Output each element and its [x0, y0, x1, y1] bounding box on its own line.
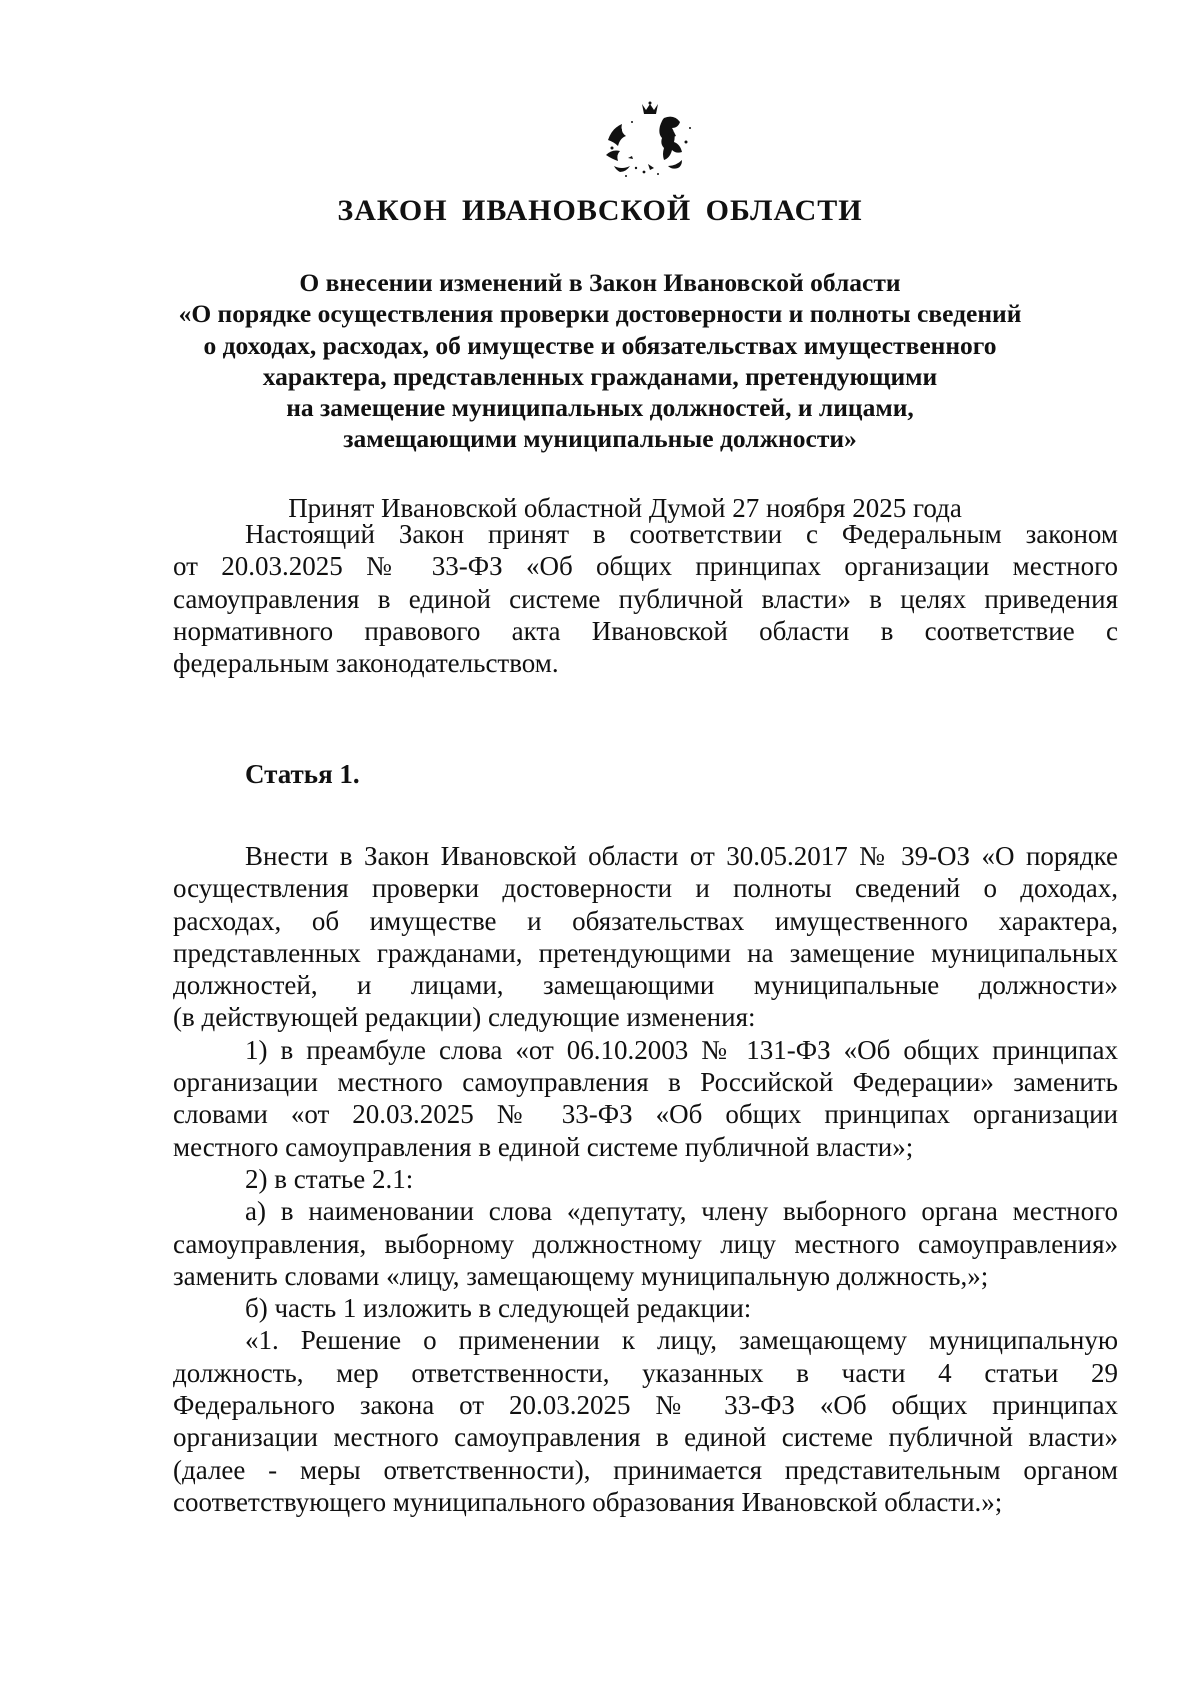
preamble-line: самоуправления в единой системе публичной власти» в целях приведения [173, 583, 1118, 614]
article-line: представленных гражданами, претендующими на замещение муниципальных [173, 937, 1118, 968]
law-title-line: замещающими муниципальные должности» [343, 424, 857, 454]
law-title [150, 267, 1050, 455]
law-title-line: О внесении изменений в Закон Ивановской области [299, 268, 901, 297]
article-line: организации местного самоуправления в единой системе публичной власти» [173, 1422, 1118, 1453]
preamble-line: от 20.03.2025 № 33-ФЗ «Об общих принципах организации местного [173, 551, 1118, 582]
article-line: 2) в статье 2.1: [245, 1163, 414, 1194]
article-line: б) часть 1 изложить в следующей редакции: [245, 1293, 752, 1324]
coat-of-arms-emblem [598, 100, 708, 190]
article-line: самоуправления, выборному должностному лицу местного самоуправления» [173, 1228, 1118, 1259]
law-title-line: характера, представленных гражданами, претендующими [262, 361, 938, 391]
article-line: «1. Решение о применении к лицу, замещающему муниципальную [245, 1325, 1118, 1356]
preamble-line: федеральным законодательством. [173, 648, 559, 679]
preamble-line: нормативного правового акта Ивановской области в соответствие с [173, 615, 1118, 646]
article-heading: Статья 1. [245, 759, 360, 789]
article-line: осуществления проверки достоверности и полноты сведений о доходах, [173, 873, 1118, 904]
article-line: соответствующего муниципального образования Ивановской области.»; [173, 1486, 1003, 1517]
article-line: Внести в Закон Ивановской области от 30.05.2017 № 39-ОЗ «О порядке [245, 841, 1118, 871]
article-line: Федерального закона от 20.03.2025 № 33-ФЗ «Об общих принципах [173, 1390, 1118, 1421]
article-line: организации местного самоуправления в Российской Федерации» заменить [173, 1067, 1118, 1098]
article-line: расходах, об имуществе и обязательствах имущественного характера, [173, 905, 1118, 936]
preamble-paragraph [173, 518, 1118, 679]
article-line: (далее - меры ответственности), принимается представительным органом [173, 1454, 1118, 1485]
law-title-line: «О порядке осуществления проверки достоверности и полноты сведений [178, 299, 1022, 329]
article-line: заменить словами «лицу, замещающему муниципальную должность,»; [173, 1260, 989, 1291]
law-title-line: о доходах, расходах, об имуществе и обязательствах имущественного [203, 330, 997, 360]
law-header: ЗАКОН ИВАНОВСКОЙ ОБЛАСТИ [337, 194, 863, 227]
article-body [173, 840, 1118, 1518]
article-line: должностей, и лицами, замещающими муниципальные должности» [173, 970, 1118, 1001]
article-line: должность, мер ответственности, указанных в части 4 статьи 29 [173, 1357, 1118, 1388]
article-line: а) в наименовании слова «депутату, члену выборного органа местного [245, 1196, 1118, 1227]
article-line: (в действующей редакции) следующие изменения: [173, 1002, 756, 1033]
adoption-statement: Принят Ивановской областной Думой 27 ноября 2025 года [288, 493, 962, 523]
article-line: 1) в преамбуле слова «от 06.10.2003 № 131-ФЗ «Об общих принципах [245, 1034, 1118, 1065]
law-title-line: на замещение муниципальных должностей, и лицами, [286, 393, 914, 423]
preamble-line: Настоящий Закон принят в соответствии с Федеральным законом [245, 519, 1118, 549]
article-line: местного самоуправления в единой системе публичной власти»; [173, 1131, 914, 1162]
article-line: словами «от 20.03.2025 № 33-ФЗ «Об общих принципах организации [173, 1099, 1118, 1130]
